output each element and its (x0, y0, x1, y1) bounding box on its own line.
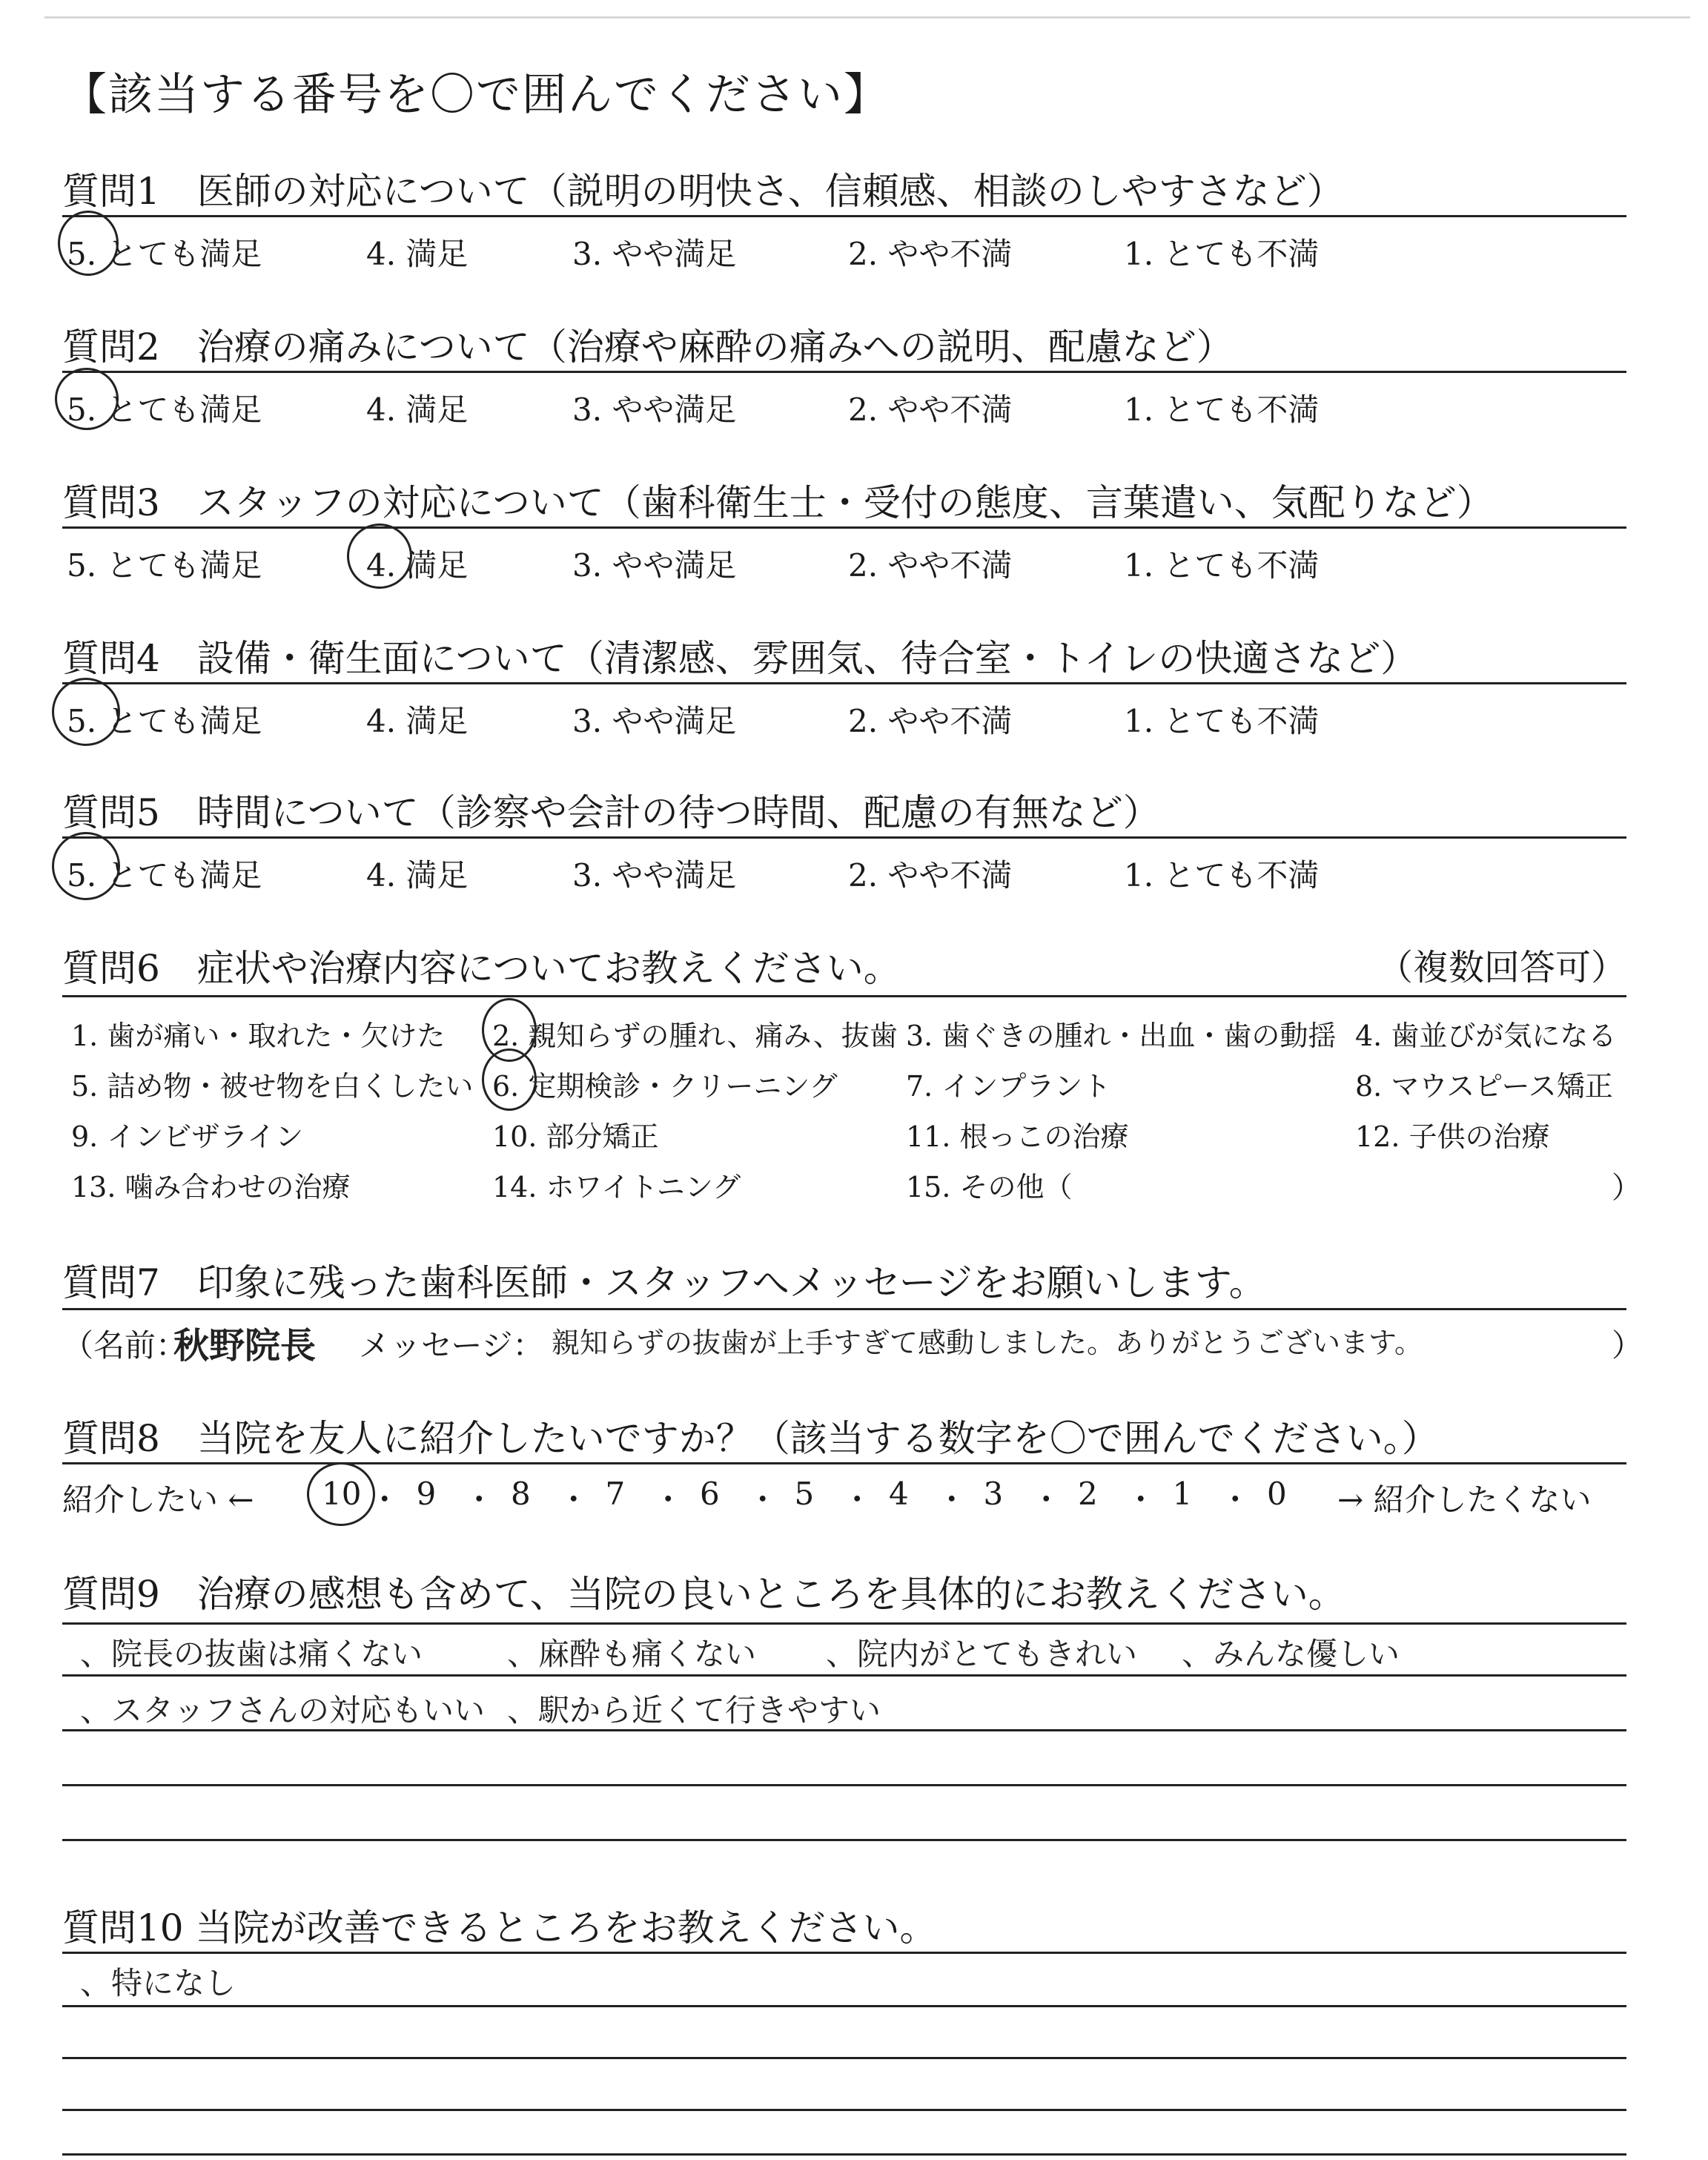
q2-option-3[interactable]: 3. やや満足 (572, 392, 737, 428)
question-9-rule-4 (62, 1784, 1626, 1786)
question-2-title: 質問2 治療の痛みについて（治療や麻酔の痛みへの説明、配慮など） (62, 326, 1234, 369)
q8-selection-circle (307, 1462, 375, 1526)
q5-option-3[interactable]: 3. やや満足 (572, 857, 737, 894)
q8-right-label: → 紹介したくない (1337, 1482, 1592, 1518)
q7-message-value[interactable]: 親知らずの抜歯が上手すぎて感動しました。ありがとうございます。 (552, 1327, 1423, 1359)
question-6-title: 質問6 症状や治療内容についてお教えください。 (62, 947, 901, 990)
q3-option-3[interactable]: 3. やや満足 (572, 547, 737, 584)
q7-name-label: （名前： (62, 1327, 188, 1364)
question-7-title: 質問7 印象に残った歯科医師・スタッフへメッセージをお願いします。 (62, 1261, 1266, 1304)
question-10-rule-2 (62, 2005, 1626, 2007)
question-1-title: 質問1 医師の対応について（説明の明快さ、信頼感、相談のしやすさなど） (62, 170, 1344, 213)
question-3-rule (62, 526, 1626, 529)
q6-option-14[interactable]: 14. ホワイトニング (492, 1171, 741, 1203)
q6-option-8[interactable]: 8. マウスピース矯正 (1355, 1070, 1613, 1103)
q8-scale-7[interactable]: 7 (605, 1476, 626, 1512)
q2-selection-circle (55, 368, 119, 430)
q6-option-12[interactable]: 12. 子供の治療 (1355, 1120, 1550, 1153)
question-9 (62, 1565, 1626, 1846)
q5-selection-circle (52, 832, 120, 900)
q8-scale-separator: ・ (1030, 1482, 1062, 1518)
q8-scale-separator: ・ (936, 1482, 967, 1518)
question-6 (62, 939, 1641, 1206)
q6-option-6[interactable]: 6. 定期検診・クリーニング (492, 1070, 838, 1103)
q9-answer-4[interactable]: 、みんな優しい (1182, 1636, 1400, 1672)
q3-option-2[interactable]: 2. やや不満 (848, 547, 1013, 584)
q6-option-7[interactable]: 7. インプラント (906, 1070, 1111, 1103)
q9-answer-1[interactable]: 、院長の抜歯は痛くない (80, 1636, 423, 1672)
q6-selection-circle-6 (482, 1048, 537, 1111)
q6-option-2[interactable]: 2. 親知らずの腫れ、痛み、抜歯 (492, 1020, 898, 1052)
q8-scale-separator: ・ (747, 1482, 778, 1518)
q8-scale-6[interactable]: 6 (700, 1476, 720, 1512)
q6-option-15[interactable]: 15. その他（ (906, 1171, 1073, 1203)
q7-close-paren: ） (1612, 1327, 1644, 1364)
q5-option-5[interactable]: 5. とても満足 (67, 857, 262, 894)
q6-other-close-paren: ） (1612, 1171, 1641, 1205)
q6-option-13[interactable]: 13. 噛み合わせの治療 (71, 1171, 351, 1203)
q1-option-3[interactable]: 3. やや満足 (572, 236, 737, 272)
q10-answer-1[interactable]: 、特になし (80, 1965, 236, 2001)
q3-selection-circle (347, 524, 412, 589)
q2-option-2[interactable]: 2. やや不満 (848, 392, 1013, 428)
q8-scale-0[interactable]: 0 (1267, 1476, 1287, 1512)
q9-answer-5[interactable]: 、スタッフさんの対応もいい (80, 1692, 486, 1728)
question-10-rule-1 (62, 1952, 1626, 1954)
q8-scale-separator: ・ (652, 1482, 684, 1518)
q9-answer-6[interactable]: 、駅から近くて行きやすい (507, 1692, 881, 1728)
question-7-rule (62, 1308, 1626, 1310)
q5-option-4[interactable]: 4. 満足 (366, 857, 469, 894)
question-4-rule (62, 682, 1626, 684)
q4-option-2[interactable]: 2. やや不満 (848, 703, 1013, 739)
top-border (44, 16, 1690, 19)
question-1-rule (62, 215, 1626, 217)
q6-option-10[interactable]: 10. 部分矯正 (492, 1120, 659, 1153)
q4-option-3[interactable]: 3. やや満足 (572, 703, 737, 739)
q8-scale-5[interactable]: 5 (794, 1476, 815, 1512)
q4-selection-circle (52, 678, 120, 746)
question-4-title: 質問4 設備・衛生面について（清潔感、雰囲気、待合室・トイレの快適さなど） (62, 637, 1418, 680)
question-5-title: 質問5 時間について（診察や会計の待つ時間、配慮の有無など） (62, 791, 1160, 834)
q6-option-11[interactable]: 11. 根っこの治療 (906, 1120, 1129, 1153)
q8-scale-separator: ・ (368, 1482, 400, 1518)
question-10-rule-4 (62, 2109, 1626, 2111)
question-8-rule (62, 1462, 1626, 1464)
q6-option-3[interactable]: 3. 歯ぐきの腫れ・出血・歯の動揺 (906, 1020, 1337, 1052)
q8-scale-separator: ・ (557, 1482, 589, 1518)
q6-option-4[interactable]: 4. 歯並びが気になる (1355, 1020, 1617, 1052)
q2-option-1[interactable]: 1. とても不満 (1124, 392, 1320, 428)
q8-left-label: 紹介したい ← (62, 1482, 254, 1518)
q4-option-4[interactable]: 4. 満足 (366, 703, 469, 739)
question-6-note: （複数回答可） (1377, 947, 1626, 988)
question-3-title: 質問3 スタッフの対応について（歯科衛生士・受付の態度、言葉遣い、気配りなど） (62, 481, 1494, 524)
question-8-title: 質問8 当院を友人に紹介したいですか？（該当する数字を〇で囲んでください。） (62, 1417, 1439, 1460)
q5-option-1[interactable]: 1. とても不満 (1124, 857, 1320, 894)
q5-option-2[interactable]: 2. やや不満 (848, 857, 1013, 894)
q7-message-label: メッセージ： (359, 1327, 544, 1364)
q8-scale-9[interactable]: 9 (416, 1476, 437, 1512)
question-10-rule-3 (62, 2057, 1626, 2059)
q3-option-5[interactable]: 5. とても満足 (67, 547, 262, 584)
question-9-rule-1 (62, 1622, 1626, 1625)
question-9-rule-3 (62, 1729, 1626, 1731)
q8-scale-10[interactable]: 10 (322, 1476, 362, 1512)
q9-answer-3[interactable]: 、院内がとてもきれい (826, 1636, 1138, 1672)
q4-option-5[interactable]: 5. とても満足 (67, 703, 262, 739)
q9-answer-2[interactable]: 、麻酔も痛くない (507, 1636, 757, 1672)
q1-selection-circle (58, 211, 119, 276)
q6-option-5[interactable]: 5. 詰め物・被せ物を白くしたい (71, 1070, 474, 1103)
question-9-rule-5 (62, 1839, 1626, 1841)
q8-scale-3[interactable]: 3 (983, 1476, 1004, 1512)
instruction-heading: 【該当する番号を〇で囲んでください】 (62, 69, 890, 121)
question-10-rule-5 (62, 2153, 1626, 2156)
q8-scale-separator: ・ (1125, 1482, 1156, 1518)
q1-option-1[interactable]: 1. とても不満 (1124, 236, 1320, 272)
q6-option-1[interactable]: 1. 歯が痛い・取れた・欠けた (71, 1020, 446, 1052)
question-5-rule (62, 836, 1626, 839)
q8-scale-1[interactable]: 1 (1172, 1476, 1193, 1512)
q8-scale-4[interactable]: 4 (889, 1476, 909, 1512)
q4-option-1[interactable]: 1. とても不満 (1124, 703, 1320, 739)
question-9-rule-2 (62, 1674, 1626, 1677)
q2-option-5[interactable]: 5. とても満足 (67, 392, 262, 428)
q7-name-value[interactable]: 秋野院長 (173, 1325, 317, 1367)
question-2-rule (62, 371, 1626, 373)
q8-scale-separator: ・ (463, 1482, 495, 1518)
q8-scale-separator: ・ (1219, 1482, 1251, 1518)
q8-scale-2[interactable]: 2 (1078, 1476, 1098, 1512)
q1-option-4[interactable]: 4. 満足 (366, 236, 469, 272)
q3-option-4[interactable]: 4. 満足 (366, 547, 469, 584)
question-9-title: 質問9 治療の感想も含めて、当院の良いところを具体的にお教えください。 (62, 1573, 1345, 1616)
q8-scale-8[interactable]: 8 (511, 1476, 531, 1512)
q3-option-1[interactable]: 1. とても不満 (1124, 547, 1320, 584)
question-6-rule (62, 995, 1626, 997)
question-10-title: 質問10 当院が改善できるところをお教えください。 (62, 1906, 937, 1949)
q6-option-9[interactable]: 9. インビザライン (71, 1120, 304, 1153)
question-10 (62, 1898, 1626, 2158)
q1-option-5[interactable]: 5. とても満足 (67, 236, 262, 272)
q1-option-2[interactable]: 2. やや不満 (848, 236, 1013, 272)
q8-scale-separator: ・ (841, 1482, 873, 1518)
q2-option-4[interactable]: 4. 満足 (366, 392, 469, 428)
